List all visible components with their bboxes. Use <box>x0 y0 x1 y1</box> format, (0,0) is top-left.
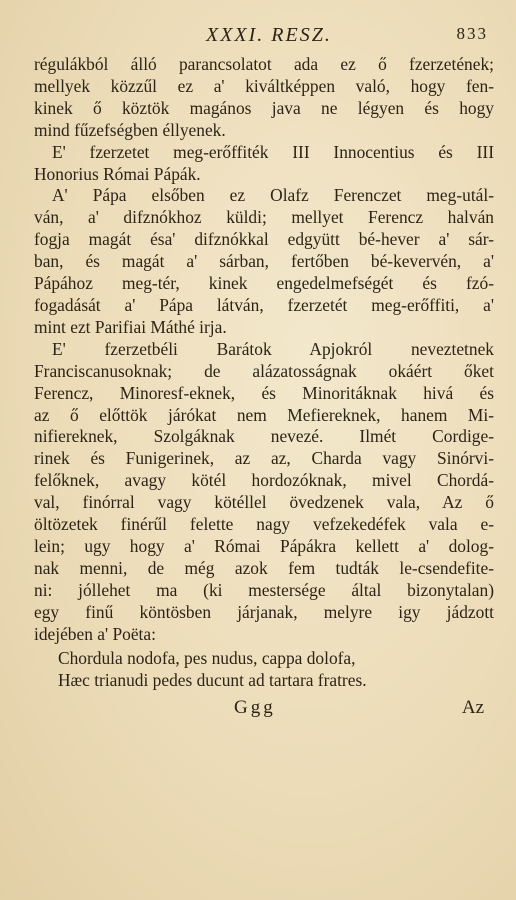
text-line: régulákból álló parancsolatot ada ez ő fzerzetének; <box>34 54 494 74</box>
text-line: fogadását a' Pápa látván, fzerzetét meg-erőffiti, a' <box>34 294 494 315</box>
text-line: lein; ugy hogy a' Római Pápákra kellett a' dolog- <box>34 535 494 556</box>
text-line: E' fzerzetet meg-erőffiték III Innocentius és III <box>52 141 494 162</box>
body-text <box>34 54 494 645</box>
text-line: A' Pápa elsőben ez Olafz Ferenczet meg-utál- <box>52 185 494 206</box>
text-line: az ő előttök járókat nem Mefiereknek, hanem Mi- <box>34 404 494 425</box>
verse-quotation <box>34 647 494 691</box>
text-line: Franciscanusoknak; de alázatosságnak okáért őket <box>34 360 494 381</box>
text-line: ni: jóllehet ma (ki mestersége által bizonytalan) <box>34 579 494 600</box>
chapter-title: XXXI. RESZ. <box>206 24 332 46</box>
verse-line: Chordula nodofa, pes nudus, cappa dolofa, <box>58 648 356 669</box>
verse-line: Hæc trianudi pedes ducunt ad tartara fratres. <box>58 670 367 691</box>
running-header <box>34 24 494 54</box>
text-line: idejében a' Poëta: <box>34 623 156 644</box>
text-line: mellyek közzűl ez a' kiváltképpen való, hogy fen- <box>34 75 494 96</box>
page-footer <box>34 697 494 727</box>
text-line: rinek és Funigerinek, az az, Charda vagy Sinórvi- <box>34 448 494 469</box>
text-line: Honorius Római Pápák. <box>34 163 201 184</box>
catchword: Az <box>461 697 484 719</box>
text-line: nak menni, de még azok fem tudták le-csendefite- <box>34 557 494 578</box>
text-line: fogja magát ésa' difznókkal edgyütt bé-hever a' sár- <box>34 229 494 250</box>
text-line: mind fűzefségben éllyenek. <box>34 119 226 140</box>
text-line: kinek ő köztök magános java ne légyen és hogy <box>34 97 494 118</box>
page-number: 833 <box>456 24 488 43</box>
text-line: egy finű köntösben járjanak, melyre igy jádzott <box>34 601 494 622</box>
signature-mark: Ggg <box>234 697 276 719</box>
text-line: val, finórral vagy kötéllel övedzenek vala, Az ő <box>34 492 494 513</box>
text-line: felőknek, avagy kötél hordozóknak, mivel Chordá- <box>34 470 494 491</box>
text-line: E' fzerzetbéli Barátok Apjokról neveztetnek <box>52 338 494 359</box>
text-line: ván, a' difznókhoz küldi; mellyet Ferencz halván <box>34 207 494 228</box>
text-line: Ferencz, Minoresf-eknek, és Minoritáknak hivá és <box>34 382 494 403</box>
text-line: mint ezt Parifiai Máthé irja. <box>34 316 227 337</box>
text-line: nifiereknek, Szolgáknak nevezé. Ilmét Cordige- <box>34 426 494 447</box>
text-line: Pápához meg-tér, kinek engedelmefségét és fzó- <box>34 273 494 294</box>
text-line: ban, és magát a' sárban, fertőben bé-kevervén, a' <box>34 251 494 272</box>
text-line: öltözetek finérűl felette nagy vefzekedéfek vala e- <box>34 514 494 535</box>
